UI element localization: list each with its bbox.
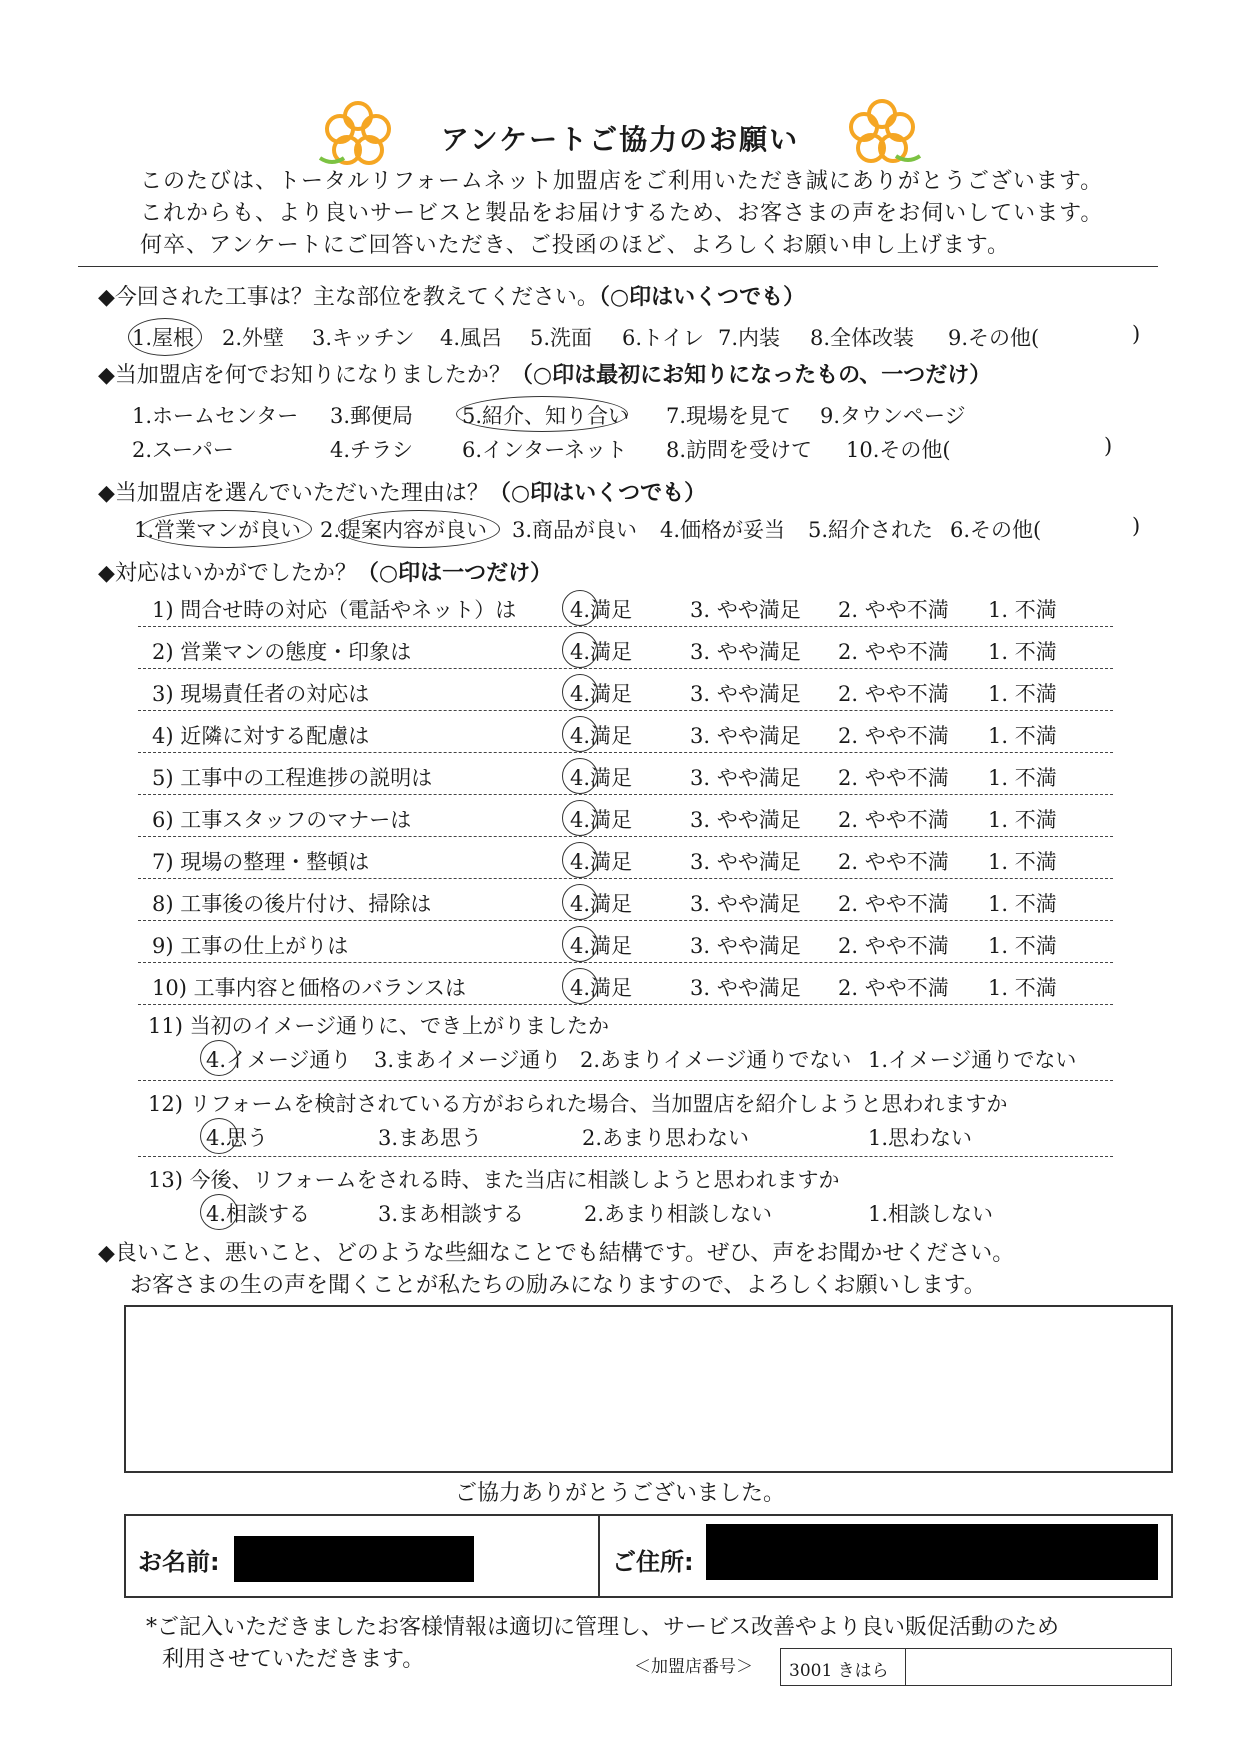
privacy-note-line-2: 利用させていただきます。 (162, 1647, 425, 1672)
q3-option-product[interactable]: 3.商品が良い (512, 518, 638, 542)
customer-info-box (124, 1514, 1173, 1598)
q12-question: 12) リフォームを検討されている方がおられた場合、当加盟店を紹介しようと思われますか (148, 1092, 1008, 1116)
row-divider (138, 962, 1113, 963)
q11-option-4[interactable]: 4.イメージ通り (206, 1048, 352, 1072)
q13-option-2[interactable]: 2.あまり相談しない (584, 1202, 773, 1226)
rating-option[interactable]: 2. やや不満 (838, 850, 949, 874)
rating-row-label: 6) 工事スタッフのマナーは (152, 808, 412, 832)
rating-option[interactable]: 3. やや満足 (690, 640, 801, 664)
rating-option[interactable]: 1. 不満 (988, 850, 1057, 874)
rating-option[interactable]: 2. やや不満 (838, 766, 949, 790)
rating-row-label: 2) 営業マンの態度・印象は (152, 640, 412, 664)
rating-option[interactable]: 1. 不満 (988, 640, 1057, 664)
rating-option[interactable]: 1. 不満 (988, 934, 1057, 958)
rating-option[interactable]: 2. やや不満 (838, 724, 949, 748)
q13-question: 13) 今後、リフォームをされる時、また当店に相談しようと思われますか (148, 1168, 840, 1192)
q1-option-roof[interactable]: 1.屋根 (132, 326, 195, 350)
rating-option[interactable]: 1. 不満 (988, 976, 1057, 1000)
store-code-divider (905, 1649, 906, 1685)
rating-option[interactable]: 3. やや満足 (690, 724, 801, 748)
name-label: お名前: (138, 1548, 220, 1576)
rating-option[interactable]: 4.満足 (570, 850, 633, 874)
q4-heading: ◆対応はいかがでしたか？（○印は一つだけ） (98, 561, 553, 586)
rating-option[interactable]: 3. やや満足 (690, 682, 801, 706)
q2-option-site-visit[interactable]: 7.現場を見て (666, 404, 792, 428)
row-divider (138, 920, 1113, 921)
row-divider (138, 626, 1113, 627)
row-divider (138, 710, 1113, 711)
rating-option[interactable]: 1. 不満 (988, 892, 1057, 916)
q2-option-town-page[interactable]: 9.タウンページ (820, 404, 966, 428)
rating-option[interactable]: 2. やや不満 (838, 976, 949, 1000)
rating-option[interactable]: 2. やや不満 (838, 892, 949, 916)
intro-line-1: このたびは、トータルリフォームネット加盟店をご利用いただき誠にありがとうございます。 (140, 169, 1104, 194)
q3-option-salesperson[interactable]: 1.営業マンが良い (134, 518, 302, 542)
q11-option-3[interactable]: 3.まあイメージ通り (374, 1048, 562, 1072)
privacy-note-line-1: *ご記入いただきましたお客様情報は適切に管理し、サービス改善やより良い販促活動のため (146, 1615, 1060, 1640)
q1-option-other[interactable]: 9.その他( (948, 326, 1040, 350)
rating-option[interactable]: 4.満足 (570, 808, 633, 832)
rating-option[interactable]: 4.満足 (570, 892, 633, 916)
header-divider (78, 266, 1158, 267)
q13-option-4[interactable]: 4.相談する (206, 1202, 311, 1226)
address-field-redacted[interactable] (706, 1524, 1158, 1580)
comments-prompt-line-1: ◆良いこと、悪いこと、どのような些細なことでも結構です。ぜひ、声をお聞かせください。 (98, 1241, 1015, 1266)
q3-option-price[interactable]: 4.価格が妥当 (660, 518, 786, 542)
rating-option[interactable]: 3. やや満足 (690, 976, 801, 1000)
intro-line-3: 何卒、アンケートにご回答いただき、ご投函のほど、よろしくお願い申し上げます。 (140, 233, 1011, 258)
q13-option-1[interactable]: 1.相談しない (868, 1202, 994, 1226)
rating-option[interactable]: 1. 不満 (988, 598, 1057, 622)
rating-option[interactable]: 4.満足 (570, 976, 633, 1000)
rating-option[interactable]: 4.満足 (570, 724, 633, 748)
q11-option-2[interactable]: 2.あまりイメージ通りでない (580, 1048, 852, 1072)
rating-option[interactable]: 4.満足 (570, 640, 633, 664)
q2-option-referral[interactable]: 5.紹介、知り合い (462, 404, 630, 428)
store-code-label: ＜加盟店番号＞ (634, 1657, 753, 1677)
rating-option[interactable]: 3. やや満足 (690, 598, 801, 622)
rating-option[interactable]: 2. やや不満 (838, 598, 949, 622)
q1-option-bath[interactable]: 4.風呂 (440, 326, 503, 350)
q1-other-close: ) (1132, 322, 1141, 346)
q11-option-1[interactable]: 1.イメージ通りでない (868, 1048, 1077, 1072)
rating-row-label: 5) 工事中の工程進捗の説明は (152, 766, 433, 790)
rating-option[interactable]: 3. やや満足 (690, 766, 801, 790)
q3-option-referred[interactable]: 5.紹介された (808, 518, 934, 542)
q3-option-other[interactable]: 6.その他( (950, 518, 1042, 542)
rating-option[interactable]: 3. やや満足 (690, 934, 801, 958)
comments-prompt-line-2: お客さまの生の声を聞くことが私たちの励みになりますので、よろしくお願いします。 (130, 1273, 986, 1298)
row-divider (138, 668, 1113, 669)
rating-option[interactable]: 2. やや不満 (838, 682, 949, 706)
q12-option-4[interactable]: 4.思う (206, 1126, 269, 1150)
rating-option[interactable]: 2. やや不満 (838, 934, 949, 958)
q2-option-door-visit[interactable]: 8.訪問を受けて (666, 438, 813, 462)
rating-row-label: 7) 現場の整理・整頓は (152, 850, 370, 874)
q2-other-close: ) (1104, 434, 1113, 458)
field-divider (598, 1516, 600, 1596)
q2-option-internet[interactable]: 6.インターネット (462, 438, 628, 462)
rating-option[interactable]: 4.満足 (570, 766, 633, 790)
rating-row-label: 8) 工事後の後片付け、掃除は (152, 892, 432, 916)
store-code-box (780, 1648, 1172, 1686)
q2-heading: ◆当加盟店を何でお知りになりましたか？（○印は最初にお知りになったもの、一つだけ） (98, 363, 992, 388)
q2-option-supermarket[interactable]: 2.スーパー (132, 438, 234, 462)
q1-option-interior[interactable]: 7.内装 (718, 326, 781, 350)
rating-option[interactable]: 1. 不満 (988, 724, 1057, 748)
row-divider (138, 1080, 1113, 1081)
q1-heading: ◆今回された工事は？主な部位を教えてください。（○印はいくつでも） (98, 285, 806, 310)
q1-option-full-renovation[interactable]: 8.全体改装 (810, 326, 915, 350)
rating-option[interactable]: 3. やや満足 (690, 808, 801, 832)
rating-option[interactable]: 4.満足 (570, 598, 633, 622)
row-divider (138, 836, 1113, 837)
rating-row-label: 3) 現場責任者の対応は (152, 682, 370, 706)
q1-option-washroom[interactable]: 5.洗面 (530, 326, 593, 350)
q12-option-1[interactable]: 1.思わない (868, 1126, 973, 1150)
comments-textarea[interactable] (124, 1305, 1173, 1473)
store-code-value: 3001 きはら (789, 1661, 889, 1681)
rating-option[interactable]: 1. 不満 (988, 766, 1057, 790)
q2-option-home-center[interactable]: 1.ホームセンター (132, 404, 299, 428)
address-label: ご住所: (612, 1548, 694, 1576)
rating-option[interactable]: 1. 不満 (988, 808, 1057, 832)
q3-heading: ◆当加盟店を選んでいただいた理由は？（○印はいくつでも） (98, 481, 707, 506)
q12-option-2[interactable]: 2.あまり思わない (582, 1126, 750, 1150)
row-divider (138, 878, 1113, 879)
row-divider (138, 1004, 1113, 1005)
page-title: アンケートご協力のお願い (440, 123, 800, 156)
q2-option-flyer[interactable]: 4.チラシ (330, 438, 414, 462)
q3-other-close: ) (1132, 514, 1141, 538)
rating-option[interactable]: 2. やや不満 (838, 808, 949, 832)
q1-option-exterior-wall[interactable]: 2.外壁 (222, 326, 285, 350)
q2-option-other[interactable]: 10.その他( (846, 438, 951, 462)
rating-option[interactable]: 4.満足 (570, 934, 633, 958)
rating-option[interactable]: 4.満足 (570, 682, 633, 706)
rating-row-label: 9) 工事の仕上がりは (152, 934, 349, 958)
row-divider (138, 794, 1113, 795)
q12-option-3[interactable]: 3.まあ思う (378, 1126, 483, 1150)
name-field-redacted[interactable] (234, 1536, 474, 1582)
rating-row-label: 1) 問合せ時の対応（電話やネット）は (152, 598, 517, 622)
q1-option-kitchen[interactable]: 3.キッチン (312, 326, 415, 350)
rating-row-label: 4) 近隣に対する配慮は (152, 724, 370, 748)
row-divider (138, 1156, 1113, 1157)
rating-option[interactable]: 3. やや満足 (690, 850, 801, 874)
q1-option-toilet[interactable]: 6.トイレ (622, 326, 704, 350)
rating-option[interactable]: 1. 不満 (988, 682, 1057, 706)
thanks-text: ご協力ありがとうございました。 (454, 1481, 785, 1506)
row-divider (138, 752, 1113, 753)
q2-option-post-office[interactable]: 3.郵便局 (330, 404, 414, 428)
intro-line-2: これからも、より良いサービスと製品をお届けするため、お客さまの声をお伺いしています。 (140, 201, 1104, 226)
rating-option[interactable]: 3. やや満足 (690, 892, 801, 916)
q13-option-3[interactable]: 3.まあ相談する (378, 1202, 525, 1226)
q11-question: 11) 当初のイメージ通りに、でき上がりましたか (148, 1014, 609, 1038)
rating-option[interactable]: 2. やや不満 (838, 640, 949, 664)
rating-row-label: 10) 工事内容と価格のバランスは (152, 976, 466, 1000)
q3-option-proposal[interactable]: 2.提案内容が良い (320, 518, 488, 542)
